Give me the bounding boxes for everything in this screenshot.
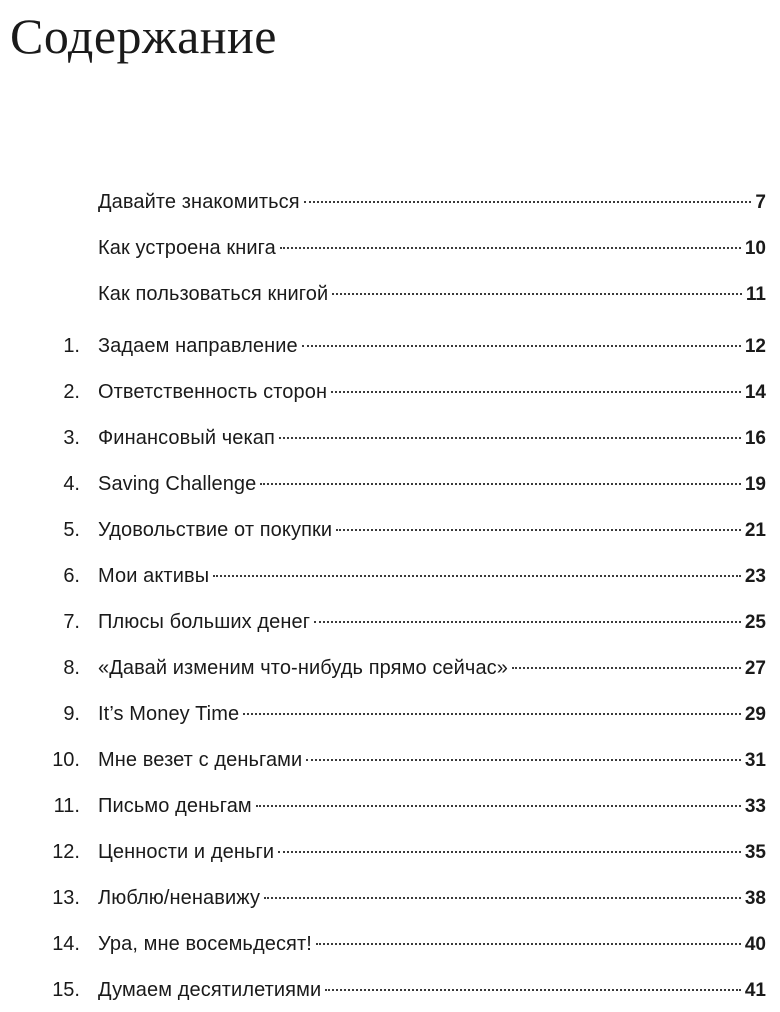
dot-leader xyxy=(331,390,741,393)
toc-number: 8. xyxy=(63,657,80,679)
toc-page: 12 xyxy=(744,336,766,357)
toc-page: 16 xyxy=(744,428,766,449)
toc-row xyxy=(0,607,780,637)
toc-page: 14 xyxy=(744,382,766,403)
toc-row xyxy=(0,929,780,959)
toc-number: 15. xyxy=(52,979,80,1001)
toc-label: Как пользоваться книгой xyxy=(98,283,329,305)
toc-label: Люблю/ненавижу xyxy=(98,887,261,909)
toc-number: 11. xyxy=(53,795,80,817)
toc-label: Ценности и деньги xyxy=(98,841,275,863)
dot-leader xyxy=(336,528,741,531)
toc-row xyxy=(0,699,780,729)
toc-row xyxy=(0,187,780,217)
dot-leader xyxy=(280,246,741,249)
toc-page: 29 xyxy=(744,704,766,725)
toc-number: 6. xyxy=(63,565,80,587)
toc-row xyxy=(0,561,780,591)
dot-leader xyxy=(306,758,741,761)
toc-page: 27 xyxy=(744,658,766,679)
toc-label: Финансовый чекап xyxy=(98,427,275,449)
dot-leader xyxy=(332,292,742,295)
dot-leader xyxy=(243,712,741,715)
dot-leader xyxy=(302,344,741,347)
toc-row xyxy=(0,515,780,545)
toc-row xyxy=(0,653,780,683)
dot-leader xyxy=(278,850,741,853)
toc-page: 38 xyxy=(744,888,766,909)
dot-leader xyxy=(314,620,741,623)
dot-leader xyxy=(512,666,741,669)
toc-page: 10 xyxy=(744,238,766,259)
toc-page: 31 xyxy=(744,750,766,771)
toc-label: Письмо деньгам xyxy=(98,795,252,817)
toc-page: 33 xyxy=(744,796,766,817)
toc-row xyxy=(0,377,780,407)
toc-number: 12. xyxy=(52,841,80,863)
toc-label: «Давай изменим что-нибудь прямо сейчас» xyxy=(98,657,508,679)
toc-page: 21 xyxy=(744,520,766,541)
dot-leader xyxy=(213,574,741,577)
toc-page: 7 xyxy=(755,192,766,213)
toc-row xyxy=(0,331,780,361)
toc-label: Удовольствие от покупки xyxy=(98,519,333,541)
toc-page: 25 xyxy=(744,612,766,633)
toc-number: 3. xyxy=(63,427,80,449)
toc-page: 11 xyxy=(745,284,766,305)
dot-leader xyxy=(316,942,741,945)
page-title: Содержание xyxy=(10,8,277,64)
dot-leader xyxy=(304,200,752,203)
toc-row xyxy=(0,975,780,1005)
toc-row xyxy=(0,837,780,867)
dot-leader xyxy=(256,804,741,807)
toc-number: 7. xyxy=(63,611,80,633)
toc-row xyxy=(0,791,780,821)
dot-leader xyxy=(279,436,741,439)
toc-number: 5. xyxy=(63,519,80,541)
toc-label: Ура, мне восемьдесят! xyxy=(98,933,312,955)
toc-label: Как устроена книга xyxy=(98,237,276,259)
toc-label: Давайте знакомиться xyxy=(98,191,300,213)
toc-row xyxy=(0,279,780,309)
toc-number: 10. xyxy=(52,749,80,771)
toc-page: 35 xyxy=(744,842,766,863)
toc-number: 4. xyxy=(63,473,80,495)
toc-page: 41 xyxy=(744,980,766,1001)
toc-label: Задаем направление xyxy=(98,335,298,357)
toc-row xyxy=(0,423,780,453)
toc-number: 13. xyxy=(52,887,80,909)
toc-label: Плюсы больших денег xyxy=(98,611,311,633)
toc-row xyxy=(0,233,780,263)
toc-label: It’s Money Time xyxy=(98,703,240,725)
toc-row xyxy=(0,469,780,499)
toc-label: Ответственность сторон xyxy=(98,381,328,403)
toc-number: 9. xyxy=(63,703,80,725)
dot-leader xyxy=(260,482,740,485)
toc-row xyxy=(0,883,780,913)
toc-row xyxy=(0,745,780,775)
dot-leader xyxy=(264,896,741,899)
dot-leader xyxy=(325,988,741,991)
toc-number: 14. xyxy=(52,933,80,955)
toc-number: 1. xyxy=(63,335,80,357)
toc-label: Думаем десятилетиями xyxy=(98,979,322,1001)
toc-label: Мои активы xyxy=(98,565,210,587)
toc-page: 19 xyxy=(744,474,766,495)
toc-number: 2. xyxy=(63,381,80,403)
toc-page: 40 xyxy=(744,934,766,955)
toc-page: 23 xyxy=(744,566,766,587)
toc-label: Мне везет с деньгами xyxy=(98,749,303,771)
toc-label: Saving Challenge xyxy=(98,473,257,495)
